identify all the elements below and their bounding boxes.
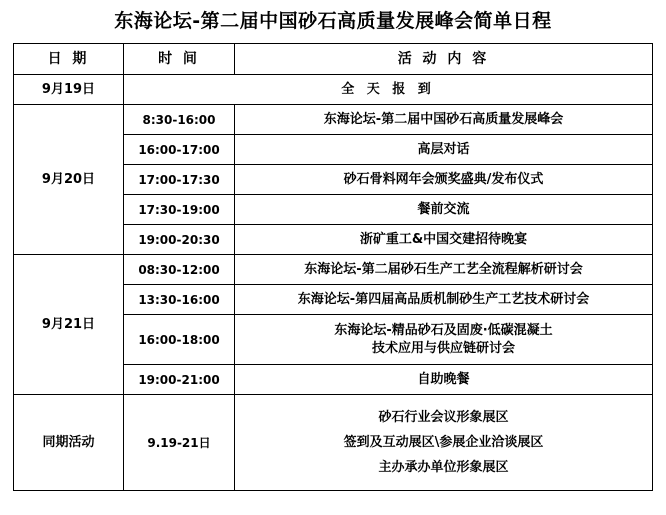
date-cell: 同期活动 xyxy=(14,395,124,491)
activity-line: 签到及互动展区\参展企业洽谈展区 xyxy=(343,435,544,450)
activity-line: 技术应用与供应链研讨会 xyxy=(371,340,515,356)
time-cell: 16:00-18:00 xyxy=(124,315,235,365)
activity-line: 东海论坛-精品砂石及固废·低碳混凝土 xyxy=(334,322,553,338)
time-cell: 13:30-16:00 xyxy=(124,285,235,315)
activity-cell: 东海论坛-第二届中国砂石高质量发展峰会 xyxy=(235,105,653,135)
time-cell: 16:00-17:00 xyxy=(124,135,235,165)
time-cell: 19:00-21:00 xyxy=(124,365,235,395)
time-cell: 9.19-21日 xyxy=(124,395,235,491)
page-title: 东海论坛-第二届中国砂石高质量发展峰会简单日程 xyxy=(114,10,552,32)
activity-cell: 砂石骨料网年会颁奖盛典/发布仪式 xyxy=(235,165,653,195)
header-date: 日 期 xyxy=(14,44,124,75)
date-cell: 9月20日 xyxy=(14,105,124,255)
activity-cell: 浙矿重工&中国交建招待晚宴 xyxy=(235,225,653,255)
table-header-row xyxy=(14,44,653,75)
time-cell: 17:30-19:00 xyxy=(124,195,235,225)
activity-line: 砂石行业会议形象展区 xyxy=(378,410,509,425)
activity-cell: 餐前交流 xyxy=(235,195,653,225)
table-row xyxy=(14,105,653,135)
activity-cell xyxy=(235,395,653,491)
time-cell: 8:30-16:00 xyxy=(124,105,235,135)
time-cell: 17:00-17:30 xyxy=(124,165,235,195)
time-cell: 19:00-20:30 xyxy=(124,225,235,255)
activity-cell: 全 天 报 到 xyxy=(124,75,653,105)
table-row xyxy=(14,75,653,105)
time-cell: 08:30-12:00 xyxy=(124,255,235,285)
header-content: 活 动 内 容 xyxy=(235,44,653,75)
activity-line: 主办承办单位形象展区 xyxy=(378,460,509,475)
activity-cell: 东海论坛-第四届高品质机制砂生产工艺技术研讨会 xyxy=(235,285,653,315)
date-cell: 9月19日 xyxy=(14,75,124,105)
table-row xyxy=(14,255,653,285)
activity-cell: 自助晚餐 xyxy=(235,365,653,395)
schedule-table xyxy=(13,43,653,491)
activity-cell xyxy=(235,315,653,365)
header-time: 时 间 xyxy=(124,44,235,75)
activity-cell: 东海论坛-第二届砂石生产工艺全流程解析研讨会 xyxy=(235,255,653,285)
activity-cell: 高层对话 xyxy=(235,135,653,165)
date-cell: 9月21日 xyxy=(14,255,124,395)
table-row xyxy=(14,395,653,491)
